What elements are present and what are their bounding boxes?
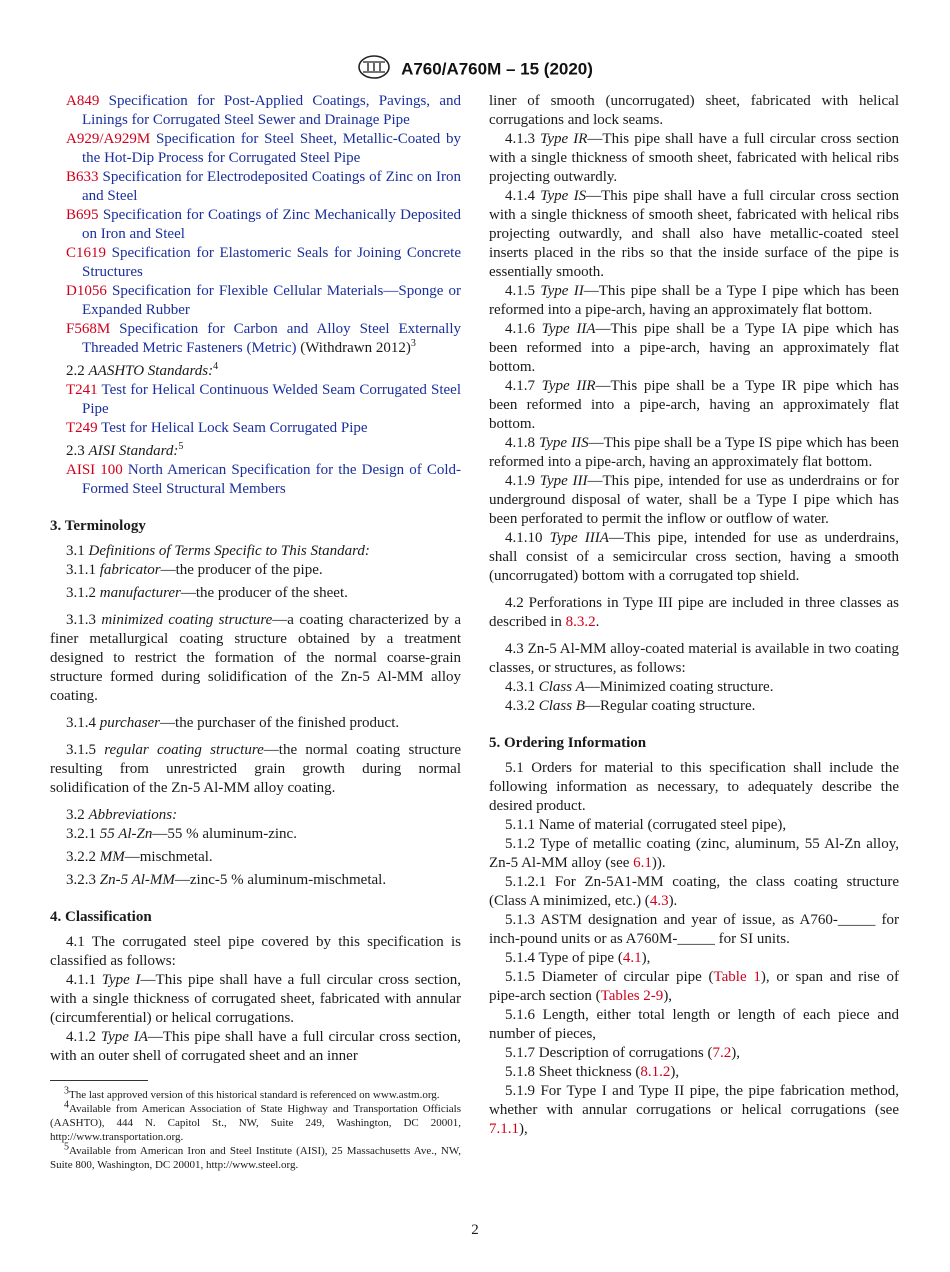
paragraph: 4.1.1 Type I—This pipe shall have a full circular cross section, with a single thickness of corrugated sheet, fabricated with annular (circumferential) or helical corrugations. — [50, 972, 461, 1026]
cross-reference-link[interactable]: 4.3 — [649, 893, 669, 909]
reference-item — [66, 381, 461, 419]
paragraph: 5.1.9 For Type I and Type II pipe, the pipe fabrication method, whether with annular corrugations or helical corrugations (see 7.1.1), — [489, 1083, 899, 1137]
left-column — [50, 92, 462, 1066]
reference-title-link[interactable]: Test for Helical Continuous Welded Seam Corrugated Steel Pipe — [82, 382, 461, 417]
section-heading: 4. Classification — [50, 909, 152, 925]
paragraph: 5.1.4 Type of pipe (4.1), — [505, 950, 651, 966]
reference-item — [66, 282, 461, 320]
cross-reference-link[interactable]: Table 1 — [713, 969, 761, 985]
reference-code-link[interactable]: B695 — [66, 207, 99, 223]
section-heading: 3. Terminology — [50, 518, 146, 534]
reference-code-link[interactable]: F568M — [66, 321, 111, 337]
reference-title-link[interactable]: Specification for Elastomeric Seals for Joining Concrete Structures — [82, 245, 462, 280]
reference-title-link[interactable]: Specification for Flexible Cellular Materials—Sponge or Expanded Rubber — [82, 283, 462, 318]
paragraph: 4.2 Perforations in Type III pipe are included in three classes as described in 8.3.2. — [489, 595, 899, 630]
paragraph: 4.1.4 Type IS—This pipe shall have a full circular cross section with a single thickness of smooth sheet, fabricated with helical ribs projecting outwardly, and shall also have metallic-coated steel inserts placed in the ribs so that the inside surface of the pipe is essentially smooth. — [489, 188, 899, 280]
paragraph: 4.3.1 Class A—Minimized coating structure. — [505, 679, 774, 695]
footnotes — [50, 1080, 461, 1172]
paragraph: 4.1.8 Type IIS—This pipe shall be a Type IS pipe which has been reformed into a pipe-arch, having an approximately flat bottom. — [489, 435, 899, 470]
page-header — [0, 54, 950, 85]
paragraph: 3.1.1 fabricator—the producer of the pipe. — [66, 562, 323, 578]
footnote-marker: 5 — [178, 441, 184, 452]
footnote-marker: 3 — [410, 338, 416, 349]
paragraph: 5.1.1 Name of material (corrugated steel pipe), — [505, 817, 787, 833]
reference-code-link[interactable]: T249 — [66, 420, 98, 436]
paragraph: 5.1 Orders for material to this specification shall include the following information as necessary, to adequately describe the desired product. — [489, 760, 899, 814]
astm-logo-icon — [357, 54, 391, 85]
reference-item — [66, 206, 461, 244]
paragraph: 4.1.5 Type II—This pipe shall be a Type I pipe which has been reformed into a pipe-arch, having an approximately flat bottom. — [489, 283, 899, 318]
reference-code-link[interactable]: A849 — [66, 93, 100, 109]
footnote-marker: 4 — [213, 361, 219, 372]
cross-reference-link[interactable]: 6.1 — [633, 855, 652, 871]
paragraph: 3.2.1 55 Al-Zn—55 % aluminum-zinc. — [66, 826, 297, 842]
withdrawn-note: (Withdrawn 2012) — [296, 340, 411, 356]
paragraph: 3.1.5 regular coating structure—the normal coating structure resulting from unrestricted grain growth during normal solidification of the Zn-5 Al-MM alloy coating. — [50, 742, 461, 796]
subsection-2-3: 2.3 AISI Standard:$^5$ — [66, 441, 184, 459]
section-heading: 5. Ordering Information — [489, 735, 647, 751]
paragraph: 3.1 Definitions of Terms Specific to This Standard: — [66, 543, 370, 559]
reference-item — [66, 92, 461, 130]
paragraph: 3.1.4 purchaser—the purchaser of the finished product. — [66, 715, 400, 731]
footnote: $^3$The last approved version of this historical standard is referenced on www.astm.org. — [64, 1085, 440, 1101]
cross-reference-link[interactable]: 7.1.1 — [489, 1121, 519, 1137]
right-column — [489, 92, 899, 1139]
reference-item — [66, 130, 461, 168]
reference-code-link[interactable]: T241 — [66, 382, 98, 398]
reference-code-link[interactable]: C1619 — [66, 245, 107, 261]
reference-code-link[interactable]: AISI 100 — [66, 462, 123, 478]
paragraph: 4.1.7 Type IIR—This pipe shall be a Type IR pipe which has been reformed into a pipe-arch, having an approximately flat bottom. — [489, 378, 900, 432]
paragraph: 5.1.6 Length, either total length or length of each piece and number of pieces, — [489, 1007, 899, 1042]
cross-reference-link[interactable]: 7.2 — [712, 1045, 732, 1061]
reference-title-link[interactable]: North American Specification for the Design of Cold-Formed Steel Structural Members — [82, 462, 462, 497]
reference-title-link[interactable]: Specification for Coatings of Zinc Mechanically Deposited on Iron and Steel — [82, 207, 461, 242]
reference-title-link[interactable]: Specification for Post-Applied Coatings, Pavings, and Linings for Corrugated Steel Sewer and Drainage Pipe — [82, 93, 461, 128]
paragraph: 3.2.2 MM—mischmetal. — [66, 849, 213, 865]
reference-title-link[interactable]: Specification for Steel Sheet, Metallic-Coated by the Hot-Dip Process for Corrugated Steel Pipe — [82, 131, 461, 166]
page-number: 2 — [471, 1222, 479, 1238]
paragraph: 4.1 The corrugated steel pipe covered by this specification is classified as follows: — [50, 934, 461, 969]
paragraph: 3.1.2 manufacturer—the producer of the sheet. — [66, 585, 348, 601]
reference-code-link[interactable]: B633 — [66, 169, 99, 185]
cross-reference-link[interactable]: 8.1.2 — [640, 1064, 671, 1080]
reference-item — [66, 320, 461, 358]
paragraph: 4.1.2 Type IA—This pipe shall have a full circular cross section, with an outer shell of corrugated sheet and an inner — [50, 1029, 462, 1064]
cross-reference-link[interactable]: 8.3.2 — [565, 614, 596, 630]
cross-reference-link[interactable]: 4.1 — [622, 950, 642, 966]
paragraph: 4.1.6 Type IIA—This pipe shall be a Type IA pipe which has been reformed into a pipe-arch, having an approximately flat bottom. — [489, 321, 900, 375]
paragraph: 3.2 Abbreviations: — [66, 807, 178, 823]
footnote: $^5$Available from American Iron and Steel Institute (AISI), 25 Massachusetts Ave., NW, Suite 800, Washington, DC 20001, http://www.steel.org. — [50, 1141, 461, 1171]
reference-title-link[interactable]: Specification for Carbon and Alloy Steel Externally Threaded Metric Fasteners (Metric) — [82, 321, 461, 356]
paragraph: 5.1.3 ASTM designation and year of issue, as A760-_____ for inch-pound units or as A760M-_____ for SI units. — [489, 912, 899, 947]
paragraph: 3.2.3 Zn-5 Al-MM—zinc-5 % aluminum-mischmetal. — [66, 872, 387, 888]
footnote-divider — [50, 1080, 148, 1081]
reference-item — [66, 461, 461, 499]
paragraph: 4.1.9 Type III—This pipe, intended for use as underdrains or for underground disposal of water, shall be a Type I pipe which has been perforated to permit the inflow or outflow of water. — [489, 473, 900, 527]
subsection-2-2: 2.2 AASHTO Standards:$^4$ — [66, 361, 219, 379]
footnote: $^4$Available from American Association of State Highway and Transportation Officials (AASHTO), 444 N. Capitol St., NW, Suite 249, Washington, DC 20001, http://www.transportation.org. — [50, 1099, 461, 1143]
paragraph: 4.3 Zn-5 Al-MM alloy-coated material is available in two coating classes, or structures, as follows: — [489, 641, 899, 676]
paragraph-continued: liner of smooth (uncorrugated) sheet, fabricated with helical corrugations and lock seams. — [489, 93, 899, 128]
paragraph: 4.3.2 Class B—Regular coating structure. — [505, 698, 756, 714]
paragraph: 5.1.2 Type of metallic coating (zinc, aluminum, 55 Al-Zn alloy, Zn-5 Al-MM alloy (see 6.1)). — [489, 836, 899, 871]
paragraph: 5.1.8 Sheet thickness (8.1.2), — [505, 1064, 680, 1080]
reference-item — [66, 244, 461, 282]
standard-designation: A760/A760M – 15 (2020) — [401, 59, 593, 79]
reference-title-link[interactable]: Test for Helical Lock Seam Corrugated Pipe — [101, 420, 368, 436]
reference-item — [66, 419, 461, 438]
reference-title-link[interactable]: Specification for Electrodeposited Coatings of Zinc on Iron and Steel — [82, 169, 461, 204]
cross-reference-link[interactable]: Tables 2-9 — [600, 988, 664, 1004]
paragraph: 4.1.3 Type IR—This pipe shall have a full circular cross section with a single thickness of smooth sheet, fabricated with helical ribs projecting outwardly. — [489, 131, 899, 185]
paragraph: 5.1.2.1 For Zn-5A1-MM coating, the class coating structure (Class A minimized, etc.) (4.3). — [489, 874, 899, 909]
reference-item — [66, 168, 461, 206]
paragraph: 3.1.3 minimized coating structure—a coating characterized by a finer metallurgical coating structure obtained by a treatment designed to restrict the formation of the normal coarse-grain structure formed during solidification of the Zn-5 Al-MM alloy coating. — [50, 612, 462, 704]
paragraph: 5.1.5 Diameter of circular pipe (Table 1), or span and rise of pipe-arch section (Tables 2-9), — [489, 969, 900, 1004]
paragraph: 5.1.7 Description of corrugations (7.2), — [505, 1045, 740, 1061]
reference-code-link[interactable]: A929/A929M — [66, 131, 151, 147]
paragraph: 4.1.10 Type IIIA—This pipe, intended for use as underdrains, shall consist of a semicircular cross section, having a smooth (uncorrugated) bottom with a corrugated top shield. — [489, 530, 900, 584]
reference-code-link[interactable]: D1056 — [66, 283, 107, 299]
